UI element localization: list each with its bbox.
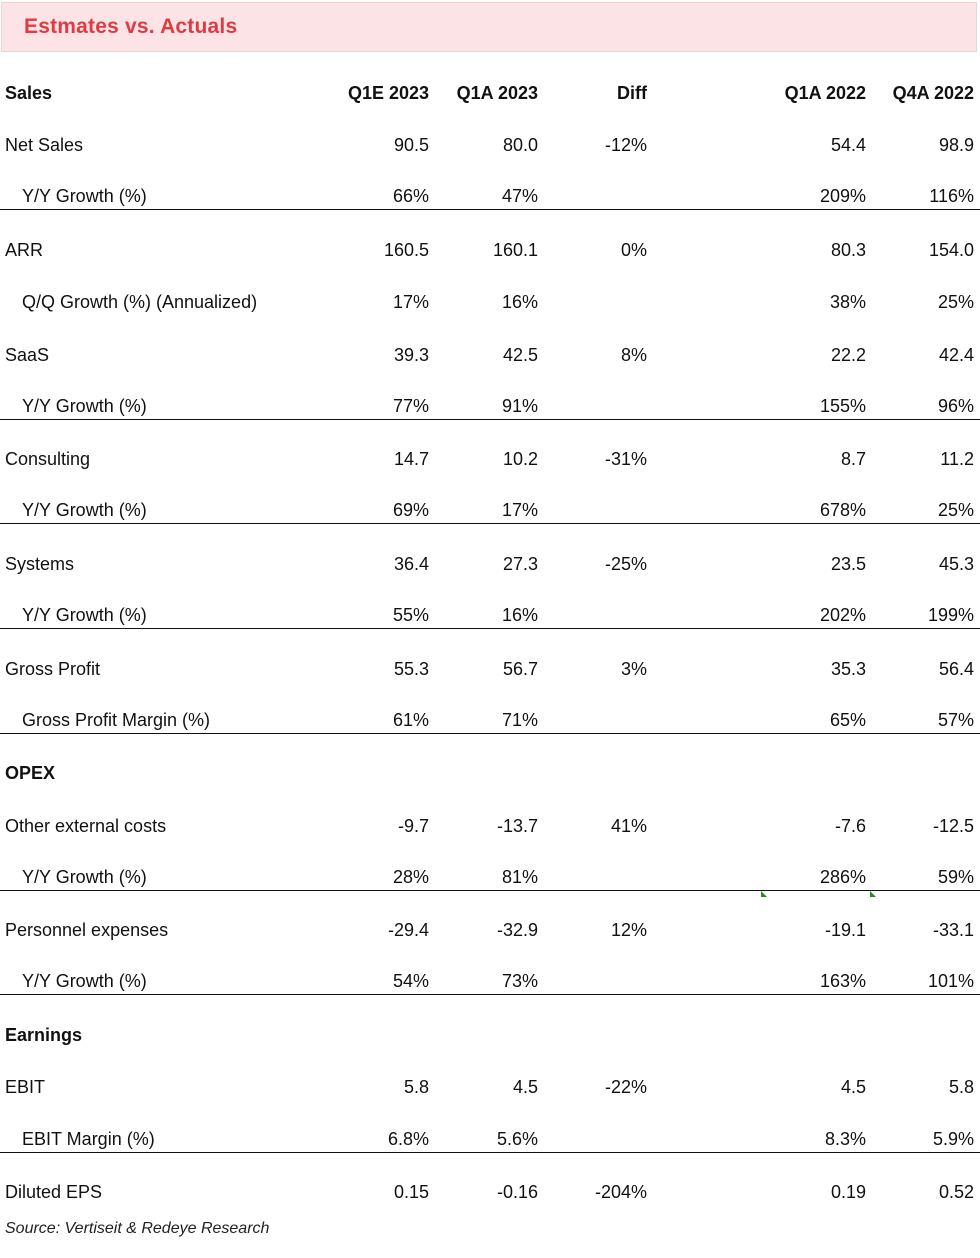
cell-q1a-2022: 8.7 (840, 449, 866, 469)
cell-q1e-2023: 39.3 (393, 345, 429, 365)
table-row (0, 630, 980, 682)
cell-q1e-2023: 66% (392, 186, 429, 206)
table-row (0, 316, 980, 368)
row-label: Gross Profit (5, 659, 101, 679)
cell-q4a-2022: 199% (927, 605, 974, 625)
title-banner (1, 2, 977, 52)
cell-q1e-2023: 28% (392, 867, 429, 887)
cell-q1a-2022: 209% (819, 186, 866, 206)
cell-q1a-2023: 80.0 (502, 135, 538, 155)
cell-q4a-2022: 5.8 (948, 1077, 974, 1097)
cell-diff: 41% (610, 816, 647, 836)
table-row (0, 472, 980, 524)
cell-q4a-2022: 59% (937, 867, 974, 887)
cell-q1e-2023: 55.3 (393, 659, 429, 679)
cell-q1a-2023: 160.1 (492, 240, 538, 260)
cell-diff: -25% (604, 554, 647, 574)
table-row (0, 682, 980, 734)
cell-q1a-2022: 202% (819, 605, 866, 625)
cell-q1e-2023: 17% (392, 292, 429, 312)
cell-q1a-2023: -13.7 (496, 816, 538, 836)
cell-q1a-2022: 54.4 (830, 135, 866, 155)
table-row (0, 158, 980, 210)
row-label: Y/Y Growth (%) (22, 867, 147, 887)
cell-q1a-2022: 80.3 (830, 240, 866, 260)
cell-q1a-2023: -0.16 (496, 1182, 538, 1202)
table-row (0, 839, 980, 891)
header-q1a-2022: Q1A 2022 (784, 83, 866, 103)
cell-q4a-2022: 96% (937, 396, 974, 416)
cell-q1a-2022: 65% (829, 710, 866, 730)
cell-diff: -31% (604, 449, 647, 469)
cell-q1a-2023: 47% (501, 186, 538, 206)
cell-q1e-2023: 90.5 (393, 135, 429, 155)
cell-q1a-2023: 56.7 (502, 659, 538, 679)
table-row (0, 420, 980, 472)
cell-q1e-2023: 5.8 (403, 1077, 429, 1097)
cell-q1a-2022: 155% (819, 396, 866, 416)
cell-q1a-2022: 35.3 (830, 659, 866, 679)
cell-q1a-2022: 0.19 (830, 1182, 866, 1202)
table-row (0, 1101, 980, 1153)
table-row (0, 1048, 980, 1100)
header-label: Sales (5, 83, 53, 103)
cell-q1a-2022: 4.5 (840, 1077, 866, 1097)
table-row (0, 211, 980, 263)
cell-q1e-2023: 54% (392, 971, 429, 991)
cell-q1a-2023: 81% (501, 867, 538, 887)
table-header-row (0, 54, 980, 106)
section-heading-opex: OPEX (5, 763, 56, 783)
cell-q4a-2022: 42.4 (938, 345, 974, 365)
cell-q1a-2022: -19.1 (824, 920, 866, 940)
cell-q4a-2022: 11.2 (940, 449, 974, 469)
cell-q4a-2022: -33.1 (932, 920, 974, 940)
cell-q1a-2022: 38% (829, 292, 866, 312)
row-label: Y/Y Growth (%) (22, 605, 147, 625)
header-q4a-2022: Q4A 2022 (892, 83, 974, 103)
cell-q4a-2022: 154.0 (928, 240, 974, 260)
row-label: EBIT Margin (%) (22, 1129, 155, 1149)
cell-q1a-2022: -7.6 (834, 816, 866, 836)
cell-q1a-2023: 4.5 (512, 1077, 538, 1097)
table-row (0, 787, 980, 839)
cell-q1a-2023: -32.9 (496, 920, 538, 940)
row-label: Y/Y Growth (%) (22, 971, 147, 991)
cell-q1e-2023: 160.5 (383, 240, 429, 260)
cell-diff: 12% (610, 920, 647, 940)
row-label: Y/Y Growth (%) (22, 186, 147, 206)
cell-q1a-2023: 42.5 (502, 345, 538, 365)
cell-q1e-2023: -9.7 (397, 816, 429, 836)
row-label: Net Sales (5, 135, 84, 155)
cell-q1e-2023: 36.4 (393, 554, 429, 574)
cell-q4a-2022: 0.52 (938, 1182, 974, 1202)
row-label: Gross Profit Margin (%) (22, 710, 211, 730)
cell-q1a-2023: 91% (501, 396, 538, 416)
row-label: Personnel expenses (5, 920, 169, 940)
header-q1e-2023: Q1E 2023 (347, 83, 429, 103)
cell-diff: 0% (620, 240, 647, 260)
cell-q1a-2022: 678% (819, 500, 866, 520)
cell-q1a-2022: 8.3% (824, 1129, 866, 1149)
cell-q1e-2023: 55% (392, 605, 429, 625)
cell-q4a-2022: 25% (937, 292, 974, 312)
cell-q4a-2022: 98.9 (938, 135, 974, 155)
cell-q4a-2022: 56.4 (938, 659, 974, 679)
section-heading-earnings: Earnings (5, 1025, 83, 1045)
cell-q1a-2023: 17% (501, 500, 538, 520)
cell-q4a-2022: 101% (927, 971, 974, 991)
cell-q1a-2023: 16% (501, 292, 538, 312)
cell-q1a-2023: 71% (501, 710, 538, 730)
cell-q1e-2023: 6.8% (387, 1129, 429, 1149)
cell-diff: -12% (604, 135, 647, 155)
cell-q1e-2023: -29.4 (387, 920, 429, 940)
row-label: Diluted EPS (5, 1182, 103, 1202)
row-label: EBIT (5, 1077, 46, 1097)
source-note: Source: Vertiseit & Redeye Research (5, 1220, 270, 1237)
row-label: Systems (5, 554, 75, 574)
table-row (0, 368, 980, 420)
row-label: Other external costs (5, 816, 167, 836)
cell-q1e-2023: 77% (392, 396, 429, 416)
cell-q1e-2023: 14.7 (393, 449, 429, 469)
cell-q1a-2022: 163% (819, 971, 866, 991)
row-label: ARR (5, 240, 44, 260)
cell-q4a-2022: 25% (937, 500, 974, 520)
row-label: Q/Q Growth (%) (Annualized) (22, 292, 258, 312)
cell-q1a-2023: 10.2 (502, 449, 538, 469)
table-row (0, 525, 980, 577)
cell-q1e-2023: 61% (392, 710, 429, 730)
row-label: SaaS (5, 345, 50, 365)
row-label: Y/Y Growth (%) (22, 396, 147, 416)
cell-q4a-2022: 57% (937, 710, 974, 730)
cell-q1a-2023: 73% (501, 971, 538, 991)
cell-q1a-2023: 27.3 (502, 554, 538, 574)
cell-q1a-2023: 16% (501, 605, 538, 625)
cell-q1a-2022: 23.5 (830, 554, 866, 574)
cell-q4a-2022: 5.9% (932, 1129, 974, 1149)
table-row (0, 943, 980, 995)
table-title: Estmates vs. Actuals (24, 15, 238, 38)
table-row (0, 1153, 980, 1205)
header-q1a-2023: Q1A 2023 (456, 83, 538, 103)
table-row (0, 106, 980, 158)
cell-diff: -204% (594, 1182, 647, 1202)
cell-q1e-2023: 69% (392, 500, 429, 520)
cell-diff: 8% (620, 345, 647, 365)
cell-q4a-2022: -12.5 (932, 816, 974, 836)
cell-q1a-2022: 22.2 (830, 345, 866, 365)
cell-q4a-2022: 45.3 (938, 554, 974, 574)
cell-q4a-2022: 116% (929, 186, 974, 206)
cell-diff: 3% (620, 659, 647, 679)
cell-q1a-2022: 286% (819, 867, 866, 887)
cell-q1a-2023: 5.6% (496, 1129, 538, 1149)
section-heading-row (0, 734, 980, 786)
cell-q1e-2023: 0.15 (393, 1182, 429, 1202)
table-row (0, 891, 980, 943)
row-label: Consulting (5, 449, 91, 469)
row-label: Y/Y Growth (%) (22, 500, 147, 520)
header-diff: Diff (617, 83, 647, 103)
table-row (0, 577, 980, 629)
section-heading-row (0, 996, 980, 1048)
cell-diff: -22% (604, 1077, 647, 1097)
table-row (0, 263, 980, 315)
